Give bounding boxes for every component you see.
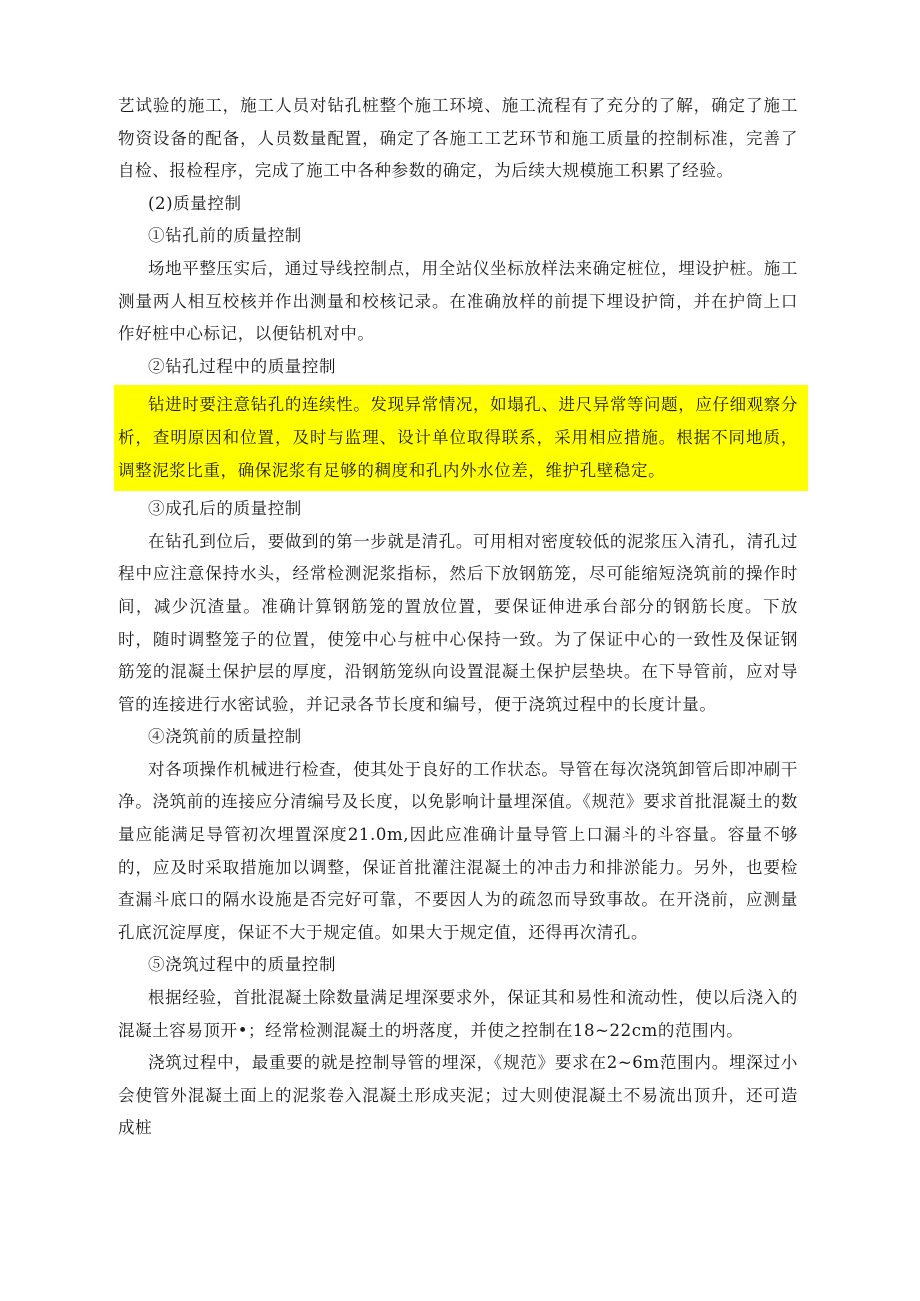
highlighted-block bbox=[114, 385, 808, 491]
section-heading-quality-control: (2)质量控制 bbox=[148, 193, 242, 213]
subheading-after-hole: ③成孔后的质量控制 bbox=[148, 499, 302, 519]
document-page bbox=[118, 90, 798, 1145]
subheading-during-drilling: ②钻孔过程中的质量控制 bbox=[148, 356, 337, 376]
paragraph-during-pouring-2: 浇筑过程中，最重要的就是控制导管的埋深，《规范》要求在2~6m范围内。埋深过小会使管外混凝土面上的泥浆卷入混凝土形成夹泥；过大则使混凝土不易流出顶升，还可造成桩 bbox=[118, 1053, 798, 1138]
subheading-during-pouring: ⑤浇筑过程中的质量控制 bbox=[148, 955, 337, 975]
paragraph-intro: 艺试验的施工，施工人员对钻孔桩整个施工环境、施工流程有了充分的了解，确定了施工物资设备的配备，人员数量配置，确定了各施工工艺环节和施工质量的控制标准，完善了自检、报检程序，完成了施工中各种参数的确定，为后续大规模施工积累了经验。 bbox=[118, 96, 798, 181]
paragraph-during-pouring-1: 根据经验，首批混凝土除数量满足埋深要求外，保证其和易性和流动性，使以后浇入的混凝土容易顶开•；经常检测混凝土的坍落度，并使之控制在18~22cm的范围内。 bbox=[118, 988, 798, 1040]
paragraph-during-drilling: 钻进时要注意钻孔的连续性。发现异常情况，如塌孔、进尺异常等问题，应仔细观察分析，查明原因和位置，及时与监理、设计单位取得联系，采用相应措施。根据不同地质，调整泥浆比重，确保泥浆有足够的稠度和孔内外水位差，维护孔壁稳定。 bbox=[118, 395, 798, 480]
subheading-before-pouring: ④浇筑前的质量控制 bbox=[148, 727, 302, 747]
paragraph-before-drilling: 场地平整压实后，通过导线控制点，用全站仪坐标放样法来确定桩位，埋设护桩。施工测量两人相互校核并作出测量和校核记录。在准确放样的前提下埋设护筒，并在护筒上口作好桩中心标记，以便钻机对中。 bbox=[118, 258, 798, 344]
paragraph-before-pouring: 对各项操作机械进行检查，使其处于良好的工作状态。导管在每次浇筑卸管后即冲刷干净。浇筑前的连接应分清编号及长度，以免影响计量埋深值。《规范》要求首批混凝土的数量应能满足导管初次埋置深度21.0m,因此应准确计量导管上口漏斗的斗容量。容量不够的，应及时采取措施加以调整，保证首批灌注混凝土的冲击力和排淤能力。另外，也要检查漏斗底口的隔水设施是否完好可靠，不要因人为的疏忽而导致事故。在开浇前，应测量孔底沉淀厚度，保证不大于规定值。如果大于规定值，还得再次清孔。 bbox=[118, 759, 798, 942]
paragraph-after-hole: 在钻孔到位后，要做到的第一步就是清孔。可用相对密度较低的泥浆压入清孔，清孔过程中应注意保持水头，经常检测泥浆指标，然后下放钢筋笼，尽可能缩短浇筑前的操作时间，减少沉渣量。准确计算钢筋笼的置放位置，要保证伸进承台部分的钢筋长度。下放时，随时调整笼子的位置，使笼中心与桩中心保持一致。为了保证中心的一致性及保证钢筋笼的混凝土保护层的厚度，沿钢筋笼纵向设置混凝土保护层垫块。在下导管前，应对导管的连接进行水密试验，并记录各节长度和编号，便于浇筑过程中的长度计量。 bbox=[118, 531, 798, 714]
subheading-before-drilling: ①钻孔前的质量控制 bbox=[148, 226, 302, 246]
